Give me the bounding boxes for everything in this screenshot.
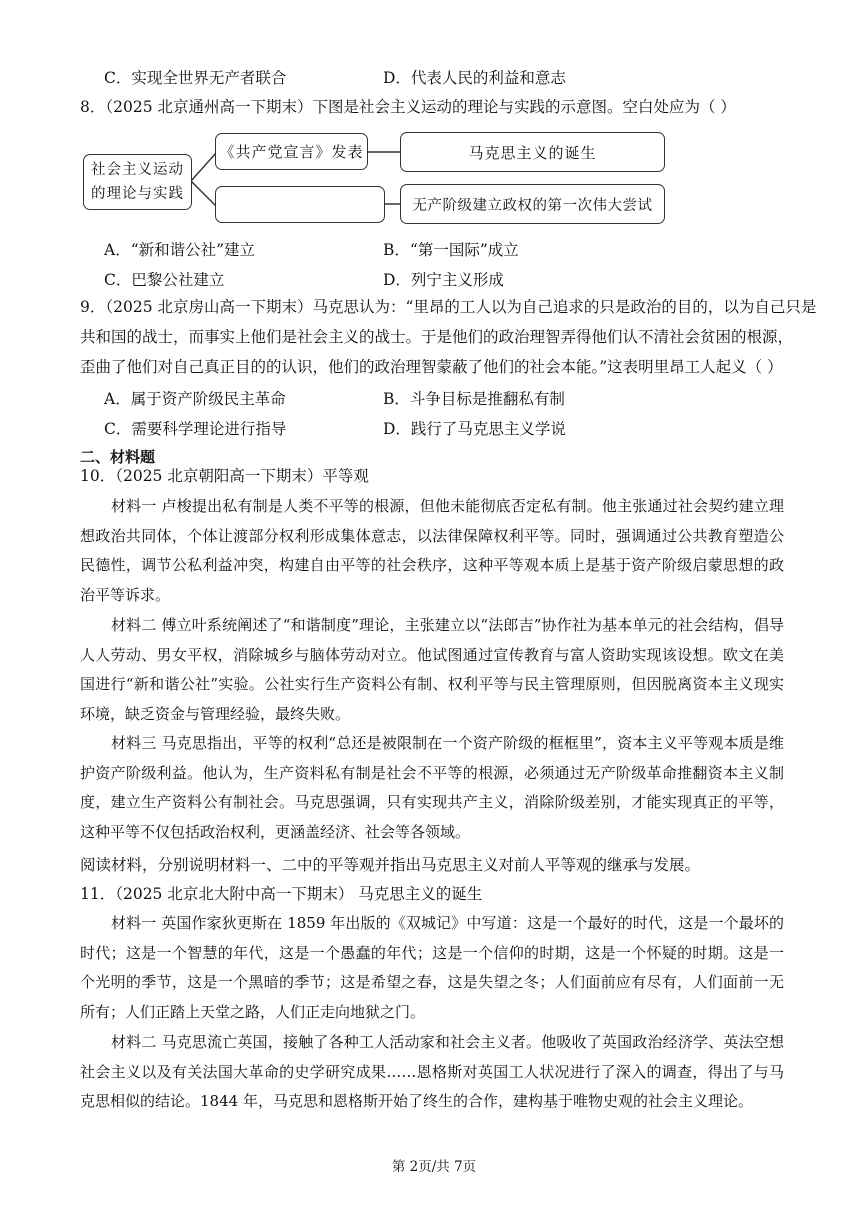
q9-option-b: B．斗争目标是推翻私有制 bbox=[383, 390, 565, 408]
q8-option-b: B．“第一国际”成立 bbox=[383, 241, 519, 259]
q8-option-c: C．巴黎公社建立 bbox=[104, 271, 225, 289]
q8-option-a: A．“新和谐公社”建立 bbox=[104, 241, 256, 259]
q11-material1-text: 材料一 英国作家狄更斯在 1859 年出版的《双城记》中写道：这是一个最好的时代，这是一个最坏的时代；这是一个智慧的年代，这是一个愚蠢的年代；这是一个信仰的时期，这是一个怀疑的时期。这是一个光明的季节，这是一个黑暗的季节；这是希望之春，这是失望之冬；人们面前应有尽有，人们面前一无所有；人们正踏上天堂之路，人们正走向地狱之门。 bbox=[80, 914, 784, 1021]
q9-option-a: A．属于资产阶级民主革命 bbox=[104, 390, 286, 408]
q10-material3-text: 材料三 马克思指出，平等的权利“总还是被限制在一个资产阶级的框框里”，资本主义平等观本质是维护资产阶级利益。他认为，生产资料私有制是社会不平等的根源，必须通过无产阶级革命推翻资本主义制度，建立生产资料公有制社会。马克思强调，只有实现共产主义，消除阶级差别，才能实现真正的平等，这种平等不仅包括政治权利，更涵盖经济、社会等各领域。 bbox=[80, 734, 784, 841]
q9-line2: 共和国的战士，而事实上他们是社会主义的战士。于是他们的政治理智弄得他们认不清社会贫困的根源， bbox=[80, 328, 794, 346]
diagram-root-line1: 社会主义运动 bbox=[91, 162, 184, 178]
diagram-root-box bbox=[83, 154, 192, 210]
diagram-branch-top: 《共产党宣言》发表 bbox=[215, 133, 368, 170]
q7-option-c: C．实现全世界无产者联合 bbox=[104, 69, 287, 87]
q10-material1 bbox=[80, 492, 784, 610]
q10-material1-text: 材料一 卢梭提出私有制是人类不平等的根源，但他未能彻底否定私有制。他主张通过社会契约建立理想政治共同体，个体让渡部分权利形成集体意志，以法律保障权利平等。同时，强调通过公共教育塑造公民德性，调节公私利益冲突，构建自由平等的社会秩序，这种平等观本质上是基于资产阶级启蒙思想的政治平等诉求。 bbox=[80, 497, 784, 604]
q8-option-d: D．列宁主义形成 bbox=[383, 271, 504, 289]
q9-line1: 9．（2025 北京房山高一下期末）马克思认为：“里昂的工人以为自己追求的只是政治的目的，以为自己只是 bbox=[80, 298, 817, 316]
diagram-result-bottom: 无产阶级建立政权的第一次伟大尝试 bbox=[400, 184, 665, 224]
connector-root-bottom bbox=[191, 181, 216, 206]
q11-material1 bbox=[80, 909, 784, 1027]
page-number: 第 2页/共 7页 bbox=[391, 1159, 477, 1175]
q9-line3: 歪曲了他们对自己真正目的的认识，他们的政治理智蒙蔽了他们的社会本能。”这表明里昂工人起义（ ） bbox=[80, 358, 783, 376]
q9-option-d: D．践行了马克思主义学说 bbox=[383, 420, 566, 438]
diagram-result-top: 马克思主义的诞生 bbox=[400, 132, 665, 172]
q7-option-d: D．代表人民的利益和意志 bbox=[383, 69, 566, 87]
q10-material2 bbox=[80, 611, 784, 729]
diagram-root-line2: 的理论与实践 bbox=[91, 186, 184, 202]
q11-stem: 11．（2025 北京北大附中高一下期末） 马克思主义的诞生 bbox=[80, 885, 483, 903]
q10-material3 bbox=[80, 729, 784, 847]
q11-material2-text: 材料二 马克思流亡英国，接触了各种工人活动家和社会主义者。他吸收了英国政治经济学、英法空想社会主义以及有关法国大革命的史学研究成果……恩格斯对英国工人状况进行了深入的调查，得出了与马克思相似的结论。1844 年，马克思和恩格斯开始了终生的合作，建构基于唯物史观的社会主义理论。 bbox=[80, 1033, 784, 1110]
diagram-branch-bottom-blank bbox=[215, 186, 385, 223]
q11-material2 bbox=[80, 1028, 784, 1117]
connector-root-top bbox=[191, 153, 216, 181]
q10-question: 阅读材料，分别说明材料一、二中的平等观并指出马克思主义对前人平等观的继承与发展。 bbox=[80, 856, 701, 874]
q8-stem: 8．（2025 北京通州高一下期末）下图是社会主义运动的理论与实践的示意图。空白处应为（ ） bbox=[80, 98, 736, 116]
q10-material2-text: 材料二 傅立叶系统阐述了“和谐制度”理论，主张建立以“法郎吉”协作社为基本单元的社会结构，倡导人人劳动、男女平权，消除城乡与脑体劳动对立。他试图通过宣传教育与富人资助实现该设想。欧文在美国进行“新和谐公社”实验。公社实行生产资料公有制、权利平等与民主管理原则，但因脱离资本主义现实环境，缺乏资金与管理经验，最终失败。 bbox=[80, 616, 784, 723]
section-heading: 二、材料题 bbox=[80, 448, 156, 466]
q9-option-c: C．需要科学理论进行指导 bbox=[104, 420, 287, 438]
q10-stem: 10．（2025 北京朝阳高一下期末）平等观 bbox=[80, 467, 369, 485]
